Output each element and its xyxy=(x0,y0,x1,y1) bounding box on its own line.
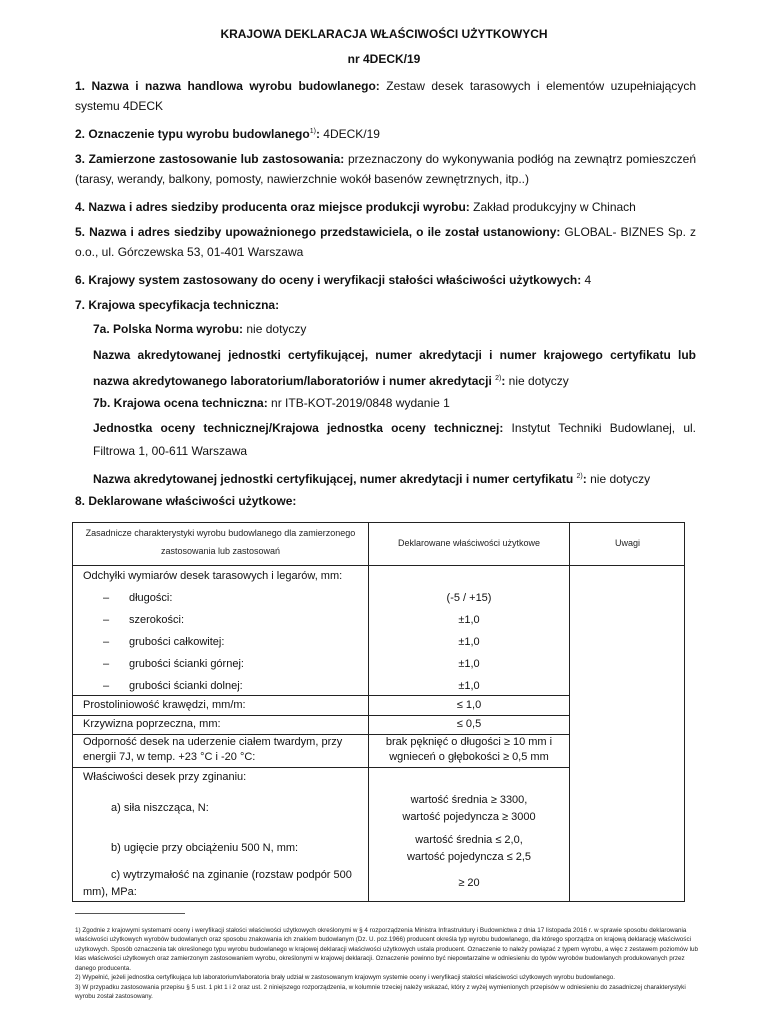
dash: – xyxy=(103,658,110,670)
dimension-value: ±1,0 xyxy=(458,636,480,648)
footnote-3: 3) W przypadku zastosowania przepisu § 5 ust. 1 pkt 1 i 2 oraz ust. 2 niniejszego rozporządzenia, w kolumnie trzeciej należy wskazać, który z wyżej wymienionych przepisów w odniesieniu do zasadniczej charakterystyki wyrobu został zastosowany. xyxy=(75,984,686,1001)
impact-resistance-label xyxy=(83,735,342,765)
section-8 xyxy=(75,491,696,511)
section-6 xyxy=(75,270,696,290)
table-divider xyxy=(569,523,570,901)
table-row-divider xyxy=(73,767,569,768)
section-7b-assessment-value: Instytut Techniki Budowlanej, ul. Filtrowa 1, 00-611 Warszawa xyxy=(93,421,696,458)
dash: – xyxy=(103,636,110,648)
dimension-value: (-5 / +15) xyxy=(446,592,492,604)
section-2-label: 2. Oznaczenie typu wyrobu budowlanego xyxy=(75,127,310,141)
dimension-row xyxy=(73,590,368,607)
section-7a-value: nie dotyczy xyxy=(243,322,307,336)
bending-a-value-line2: wartość pojedyncza ≥ 3000 xyxy=(402,811,536,823)
section-7a-certification-value: nie dotyczy xyxy=(505,374,569,388)
section-3 xyxy=(75,149,696,189)
section-7b-certification xyxy=(93,467,696,489)
dimension-name: grubości ścianki dolnej: xyxy=(129,680,243,692)
bending-c-label xyxy=(83,867,352,901)
impact-value-line2: wgnieceń o głębokości ≥ 0,5 mm xyxy=(389,751,549,763)
section-7b-assessment-body xyxy=(93,417,696,463)
section-7-label: 7. Krajowa specyfikacja techniczna: xyxy=(75,298,280,312)
section-7a-label: 7a. Polska Norma wyrobu: xyxy=(93,322,244,336)
section-4-value: Zakład produkcyjny w Chinach xyxy=(469,200,636,214)
section-7a-certification-label: Nazwa akredytowanej jednostki certyfikującej, numer akredytacji i numer krajowego certyfikatu lub nazwa akredytowanego laboratorium/laboratoriów i numer akredytacji xyxy=(93,348,696,388)
dimension-row xyxy=(73,678,368,695)
section-5-label: 5. Nazwa i adres siedziby upoważnionego przedstawiciela, o ile został ustanowiony: xyxy=(75,225,561,239)
dimension-row xyxy=(73,656,368,673)
impact-resistance-value xyxy=(369,735,569,765)
section-7b-certification-value: nie dotyczy xyxy=(586,472,651,486)
curvature-value: ≤ 0,5 xyxy=(456,718,482,730)
dimension-name: szerokości: xyxy=(129,614,185,626)
section-3-value: przeznaczony do wykonywania podłóg na zewnątrz pomieszczeń (tarasy, werandy, balkony, pomosty, nawierzchnie wokół basenów zewnętrznych, itp..) xyxy=(75,152,696,186)
dimension-deviations-label: Odchyłki wymiarów desek tarasowych i legarów, mm: xyxy=(83,570,343,582)
section-7a-certification-colon: : xyxy=(501,374,506,388)
column-header-characteristics-line1: Zasadnicze charakterystyki wyrobu budowlanego dla zamierzonego xyxy=(85,528,356,538)
bending-c-label-line2: mm), MPa: xyxy=(83,886,137,898)
section-3-label: 3. Zamierzone zastosowanie lub zastosowania: xyxy=(75,152,345,166)
bending-label: Właściwości desek przy zginaniu: xyxy=(83,771,247,783)
dimension-value: ±1,0 xyxy=(458,680,480,692)
impact-label-line2: energii 7J, w temp. +23 °C i -20 °C: xyxy=(83,751,256,763)
section-7 xyxy=(75,295,696,315)
impact-value-line1: brak pęknięć o długości ≥ 10 mm i xyxy=(385,736,553,748)
section-4-label: 4. Nazwa i adres siedziby producenta oraz miejsce produkcji wyrobu: xyxy=(75,200,470,214)
section-7b-assessment-label: Jednostka oceny technicznej/Krajowa jednostka oceny technicznej: xyxy=(93,421,504,435)
bending-b-value-line1: wartość średnia ≤ 2,0, xyxy=(415,834,523,846)
dimension-name: grubości ścianki górnej: xyxy=(129,658,244,670)
column-header-declared: Deklarowane właściwości użytkowe xyxy=(397,538,541,548)
section-7b-value: nr ITB-KOT-2019/0848 wydanie 1 xyxy=(267,396,450,410)
dimension-name: długości: xyxy=(129,592,173,604)
section-7a-certification xyxy=(93,344,696,393)
footnote-2: 2) Wypełnić, jeżeli jednostka certyfikująca lub laboratorium/laboratoria brały udział w zastosowanym krajowym systemie oceny i weryfikacji stałości właściwości użytkowych wyrobu budowlanego. xyxy=(75,974,615,981)
section-6-label: 6. Krajowy system zastosowany do oceny i weryfikacji stałości właściwości użytkowych: xyxy=(75,273,582,287)
dimension-row xyxy=(73,612,368,629)
section-7b xyxy=(93,393,696,413)
curvature-label: Krzywizna poprzeczna, mm: xyxy=(83,718,221,730)
section-5-value: GLOBAL- BIZNES Sp. z o.o., ul. Górczewska 53, 01-401 Warszawa xyxy=(75,225,696,259)
footnote-1: 1) Zgodnie z krajowymi systemami oceny i weryfikacji stałości właściwości użytkowych określonymi w § 4 rozporządzenia Ministra Infrastruktury i Budownictwa z dnia 17 listopada 2016 r. w sprawie sposobu deklarowania właściwości użytkowych wyrobów budowlanych oraz sposobu znakowania ich znakiem budowlanym (Dz. U. poz.1966) producent określa typ wyrobu budowlanego, dla którego sporządza on krajową deklarację właściwości użytkowych. Sposób oznaczenia tak określonego typu wyrobu budowlanego w krajowej deklaracji właściwości użytkowych ustala producent. Oznaczenie to należy powiązać z typem wyrobu, a więc z zestawem poziomów lub klas właściwości użytkowych oraz zamierzonym zastosowaniem wyrobu, określonymi w krajowej deklaracji. Oznaczenie powinno być niepowtarzalne w odniesieniu do typów wyrobów budowlanych produkowanych przez danego producenta. xyxy=(75,927,698,972)
document-title: KRAJOWA DEKLARACJA WŁAŚCIWOŚCI UŻYTKOWYCH xyxy=(220,27,548,41)
section-4 xyxy=(75,197,696,217)
column-header-characteristics-line2: zastosowania lub zastosowań xyxy=(160,546,281,556)
section-5 xyxy=(75,222,696,262)
straightness-value: ≤ 1,0 xyxy=(456,699,482,711)
dimension-value: ±1,0 xyxy=(458,614,480,626)
section-7b-certification-label: Nazwa akredytowanej jednostki certyfikującej, numer akredytacji i numer certyfikatu xyxy=(93,472,577,486)
dimension-row xyxy=(73,634,368,651)
bending-a-value xyxy=(369,792,569,826)
table-row-divider xyxy=(73,695,569,696)
document-number: nr 4DECK/19 xyxy=(347,52,421,66)
bending-c-label-line1: c) wytrzymałość na zginanie (rozstaw podpór 500 xyxy=(111,869,352,881)
section-1-value: Zestaw desek tarasowych i elementów uzupełniających systemu 4DECK xyxy=(75,79,697,113)
bending-a-value-line1: wartość średnia ≥ 3300, xyxy=(410,794,528,806)
dimension-name: grubości całkowitej: xyxy=(129,636,225,648)
column-header-characteristics xyxy=(73,524,368,560)
section-2-colon: : xyxy=(315,127,320,141)
straightness-label: Prostoliniowość krawędzi, mm/m: xyxy=(83,699,246,711)
section-8-label: 8. Deklarowane właściwości użytkowe: xyxy=(75,494,297,508)
footnote-ref-2b: 2) xyxy=(576,473,583,480)
section-1-label: 1. Nazwa i nazwa handlowa wyrobu budowlanego: xyxy=(75,79,380,93)
section-2 xyxy=(75,122,696,144)
footnote-separator xyxy=(75,913,185,914)
section-7b-label: 7b. Krajowa ocena techniczna: xyxy=(93,396,268,410)
bending-b-value xyxy=(369,832,569,866)
dash: – xyxy=(103,680,110,692)
section-7b-certification-colon: : xyxy=(582,472,587,486)
dash: – xyxy=(103,614,110,626)
section-7a xyxy=(93,319,696,339)
section-1 xyxy=(75,76,696,116)
table-row-divider xyxy=(73,565,684,566)
section-2-value: 4DECK/19 xyxy=(319,127,380,141)
bending-a-label: a) siła niszcząca, N: xyxy=(111,802,209,814)
footnote-ref-1: 1) xyxy=(309,128,316,135)
dimension-value: ±1,0 xyxy=(458,658,480,670)
properties-table xyxy=(72,522,685,902)
dash: – xyxy=(103,592,110,604)
footnote-ref-2: 2) xyxy=(495,375,502,382)
impact-label-line1: Odporność desek na uderzenie ciałem twardym, przy xyxy=(83,736,343,748)
column-header-remarks: Uwagi xyxy=(614,538,640,548)
bending-b-label: b) ugięcie przy obciążeniu 500 N, mm: xyxy=(111,842,299,854)
bending-c-value: ≥ 20 xyxy=(458,877,480,889)
bending-b-value-line2: wartość pojedyncza ≤ 2,5 xyxy=(406,851,532,863)
section-6-value: 4 xyxy=(581,273,592,287)
